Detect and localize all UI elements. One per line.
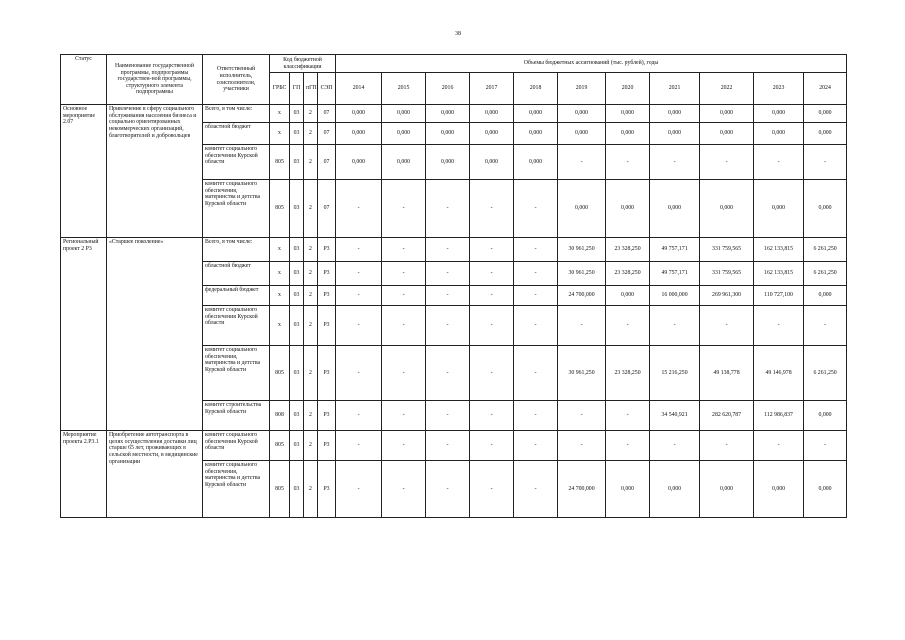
code-cell: Р3 <box>318 346 336 401</box>
value-cell: 0,000 <box>606 286 650 306</box>
responsible-cell: Всего, в том числе: <box>203 105 270 123</box>
responsible-cell: комитет социального обеспечения, материнства и детства Курской области <box>203 180 270 238</box>
value-cell: 0,000 <box>700 180 754 238</box>
value-cell: - <box>514 262 558 286</box>
code-cell: х <box>270 306 290 346</box>
code-cell: 2 <box>304 286 318 306</box>
value-cell: - <box>336 461 382 518</box>
value-cell: 6 261,250 <box>804 346 847 401</box>
value-cell: 0,000 <box>336 145 382 180</box>
value-cell: - <box>336 238 382 262</box>
code-cell: х <box>270 262 290 286</box>
responsible-cell: областной бюджет <box>203 123 270 145</box>
code-cell: 03 <box>290 306 304 346</box>
value-cell: - <box>382 346 426 401</box>
value-cell: - <box>470 262 514 286</box>
status-cell: Региональный проект 2 Р3 <box>61 238 107 431</box>
header-codes: Код бюджетной классификации <box>270 55 336 73</box>
code-cell: Р3 <box>318 461 336 518</box>
responsible-cell: комитет социального обеспечения, материнства и детства Курской области <box>203 461 270 518</box>
value-cell: 0,000 <box>754 461 804 518</box>
value-cell: - <box>558 306 606 346</box>
status-cell: Мероприятие проекта 2.Р3.1 <box>61 431 107 518</box>
code-cell: 805 <box>270 461 290 518</box>
header-status: Статус <box>61 55 107 105</box>
value-cell: 0,000 <box>606 105 650 123</box>
value-cell: - <box>514 401 558 431</box>
code-cell: 2 <box>304 145 318 180</box>
value-cell: - <box>700 145 754 180</box>
value-cell: 23 328,250 <box>606 262 650 286</box>
value-cell: 0,000 <box>804 401 847 431</box>
value-cell: 16 000,000 <box>650 286 700 306</box>
value-cell: 30 961,250 <box>558 346 606 401</box>
value-cell: 23 328,250 <box>606 346 650 401</box>
value-cell: 0,000 <box>650 123 700 145</box>
name-cell: Привлечение в сферу социального обслуживания населения бизнеса и социально ориентированных некоммерческих организаций, благотворителей и добровольцев <box>107 105 203 238</box>
code-cell: 2 <box>304 262 318 286</box>
value-cell: 331 759,565 <box>700 262 754 286</box>
value-cell: 0,000 <box>606 180 650 238</box>
value-cell: 0,000 <box>804 123 847 145</box>
value-cell: 0,000 <box>700 105 754 123</box>
value-cell: - <box>426 401 470 431</box>
responsible-cell: комитет строительства Курской области <box>203 401 270 431</box>
value-cell: - <box>426 262 470 286</box>
value-cell: - <box>606 145 650 180</box>
responsible-cell: комитет социального обеспечения Курской области <box>203 306 270 346</box>
value-cell: 0,000 <box>470 123 514 145</box>
code-cell: 805 <box>270 145 290 180</box>
value-cell: 30 961,250 <box>558 262 606 286</box>
value-cell: 0,000 <box>514 145 558 180</box>
value-cell: - <box>382 461 426 518</box>
value-cell: - <box>606 401 650 431</box>
value-cell: - <box>606 306 650 346</box>
header-code: ГРБС <box>270 73 290 105</box>
responsible-cell: комитет социального обеспечения, материнства и детства Курской области <box>203 346 270 401</box>
value-cell: - <box>336 286 382 306</box>
value-cell: - <box>382 262 426 286</box>
value-cell: 6 261,250 <box>804 238 847 262</box>
value-cell: 15 216,250 <box>650 346 700 401</box>
value-cell: - <box>804 145 847 180</box>
header-year: 2019 <box>558 73 606 105</box>
value-cell: - <box>514 180 558 238</box>
value-cell: - <box>754 145 804 180</box>
value-cell: 0,000 <box>426 123 470 145</box>
value-cell: - <box>336 262 382 286</box>
value-cell: 34 540,921 <box>650 401 700 431</box>
header-year: 2024 <box>804 73 847 105</box>
value-cell: - <box>470 431 514 461</box>
responsible-cell: Всего, в том числе: <box>203 238 270 262</box>
header-year: 2017 <box>470 73 514 105</box>
value-cell: - <box>470 286 514 306</box>
value-cell: 0,000 <box>650 180 700 238</box>
value-cell: 0,000 <box>426 145 470 180</box>
header-name: Наименование государственной программы, подпрограммы государствен-ной программы, структурного элемента подпрограммы <box>107 55 203 105</box>
value-cell: - <box>650 431 700 461</box>
value-cell: 23 328,250 <box>606 238 650 262</box>
value-cell: 6 261,250 <box>804 262 847 286</box>
code-cell: 2 <box>304 401 318 431</box>
value-cell: 0,000 <box>754 123 804 145</box>
value-cell: 0,000 <box>470 105 514 123</box>
code-cell: 2 <box>304 105 318 123</box>
value-cell: 0,000 <box>382 123 426 145</box>
code-cell: Р3 <box>318 286 336 306</box>
name-cell: Приобретение автотранспорта в целях осуществления доставки лиц старше 65 лет, проживающих в сельской местности, в медицинские организации <box>107 431 203 518</box>
value-cell: - <box>606 431 650 461</box>
header-year: 2016 <box>426 73 470 105</box>
code-cell: Р3 <box>318 262 336 286</box>
header-year: 2021 <box>650 73 700 105</box>
code-cell: 2 <box>304 180 318 238</box>
value-cell: - <box>426 306 470 346</box>
value-cell: 49 757,171 <box>650 238 700 262</box>
code-cell: 2 <box>304 431 318 461</box>
code-cell: 03 <box>290 431 304 461</box>
value-cell: 162 133,815 <box>754 238 804 262</box>
table-row <box>61 431 847 461</box>
value-cell: 0,000 <box>558 180 606 238</box>
header-responsible: Ответственный исполнитель, соисполнители, участники <box>203 55 270 105</box>
value-cell: 30 961,250 <box>558 238 606 262</box>
value-cell: - <box>754 306 804 346</box>
table-row <box>61 105 847 123</box>
value-cell: 24 700,000 <box>558 286 606 306</box>
value-cell: 0,000 <box>382 145 426 180</box>
value-cell: - <box>382 180 426 238</box>
value-cell: - <box>470 461 514 518</box>
code-cell: 03 <box>290 180 304 238</box>
code-cell: х <box>270 238 290 262</box>
value-cell: - <box>700 306 754 346</box>
value-cell: - <box>470 346 514 401</box>
header-year: 2023 <box>754 73 804 105</box>
value-cell: - <box>426 346 470 401</box>
responsible-cell: комитет социального обеспечения Курской области <box>203 145 270 180</box>
code-cell: 07 <box>318 123 336 145</box>
value-cell: 0,000 <box>700 123 754 145</box>
responsible-cell: областной бюджет <box>203 262 270 286</box>
value-cell: 112 986,837 <box>754 401 804 431</box>
code-cell: Р3 <box>318 306 336 346</box>
code-cell: 07 <box>318 145 336 180</box>
status-cell: Основное мероприятие 2.07 <box>61 105 107 238</box>
value-cell: 0,000 <box>382 105 426 123</box>
value-cell: 269 961,300 <box>700 286 754 306</box>
value-cell: 0,000 <box>336 123 382 145</box>
value-cell: 0,000 <box>650 105 700 123</box>
code-cell: 2 <box>304 123 318 145</box>
value-cell: 331 759,565 <box>700 238 754 262</box>
header-code: пГП <box>304 73 318 105</box>
code-cell: 03 <box>290 262 304 286</box>
table-body <box>61 105 847 518</box>
code-cell: 805 <box>270 180 290 238</box>
value-cell: - <box>558 145 606 180</box>
header-year: 2014 <box>336 73 382 105</box>
value-cell: - <box>470 306 514 346</box>
value-cell: 0,000 <box>606 123 650 145</box>
header-year: 2020 <box>606 73 650 105</box>
value-cell: - <box>514 346 558 401</box>
value-cell: - <box>426 461 470 518</box>
value-cell: 0,000 <box>336 105 382 123</box>
value-cell: 0,000 <box>804 180 847 238</box>
value-cell: - <box>804 431 847 461</box>
header-code: ГП <box>290 73 304 105</box>
value-cell: 0,000 <box>650 461 700 518</box>
value-cell: 0,000 <box>804 461 847 518</box>
value-cell: 0,000 <box>606 461 650 518</box>
table-row <box>61 238 847 262</box>
name-cell: «Старшее поколение» <box>107 238 203 431</box>
value-cell: 0,000 <box>426 105 470 123</box>
value-cell: - <box>514 238 558 262</box>
value-cell: 110 727,100 <box>754 286 804 306</box>
value-cell: 162 133,815 <box>754 262 804 286</box>
value-cell: 0,000 <box>804 105 847 123</box>
value-cell: - <box>650 306 700 346</box>
header-year: 2015 <box>382 73 426 105</box>
code-cell: 07 <box>318 105 336 123</box>
code-cell: 03 <box>290 286 304 306</box>
value-cell: - <box>382 286 426 306</box>
header-volumes: Объемы бюджетных ассигнований (тыс. рублей), годы <box>336 55 847 73</box>
code-cell: 03 <box>290 145 304 180</box>
value-cell: - <box>336 306 382 346</box>
value-cell: 0,000 <box>514 123 558 145</box>
code-cell: 03 <box>290 461 304 518</box>
value-cell: - <box>514 461 558 518</box>
value-cell: 282 620,787 <box>700 401 754 431</box>
value-cell: - <box>558 431 606 461</box>
code-cell: 2 <box>304 306 318 346</box>
value-cell: - <box>336 431 382 461</box>
value-cell: 24 700,000 <box>558 461 606 518</box>
value-cell: 0,000 <box>558 123 606 145</box>
value-cell: - <box>426 286 470 306</box>
value-cell: - <box>514 306 558 346</box>
value-cell: 49 138,778 <box>700 346 754 401</box>
code-cell: 808 <box>270 401 290 431</box>
value-cell: - <box>336 401 382 431</box>
value-cell: - <box>804 306 847 346</box>
value-cell: - <box>426 180 470 238</box>
value-cell: - <box>650 145 700 180</box>
code-cell: 07 <box>318 180 336 238</box>
value-cell: - <box>382 238 426 262</box>
code-cell: 805 <box>270 346 290 401</box>
code-cell: Р3 <box>318 401 336 431</box>
value-cell: 0,000 <box>700 461 754 518</box>
value-cell: - <box>382 401 426 431</box>
code-cell: 2 <box>304 461 318 518</box>
value-cell: - <box>426 238 470 262</box>
code-cell: 2 <box>304 238 318 262</box>
value-cell: - <box>382 431 426 461</box>
code-cell: Р3 <box>318 431 336 461</box>
code-cell: х <box>270 123 290 145</box>
code-cell: х <box>270 286 290 306</box>
value-cell: - <box>700 431 754 461</box>
header-code: СЭП <box>318 73 336 105</box>
responsible-cell: федеральный бюджет <box>203 286 270 306</box>
page-number: 38 <box>455 31 461 37</box>
value-cell: 0,000 <box>804 286 847 306</box>
value-cell: 0,000 <box>514 105 558 123</box>
value-cell: - <box>336 346 382 401</box>
responsible-cell: комитет социального обеспечения Курской области <box>203 431 270 461</box>
code-cell: 805 <box>270 431 290 461</box>
header-year: 2022 <box>700 73 754 105</box>
value-cell: 0,000 <box>754 105 804 123</box>
code-cell: 03 <box>290 401 304 431</box>
value-cell: 49 757,171 <box>650 262 700 286</box>
value-cell: - <box>514 431 558 461</box>
value-cell: - <box>426 431 470 461</box>
value-cell: - <box>754 431 804 461</box>
code-cell: 2 <box>304 346 318 401</box>
value-cell: - <box>382 306 426 346</box>
value-cell: - <box>470 238 514 262</box>
value-cell: 0,000 <box>754 180 804 238</box>
code-cell: х <box>270 105 290 123</box>
value-cell: 49 146,978 <box>754 346 804 401</box>
code-cell: 03 <box>290 123 304 145</box>
code-cell: Р3 <box>318 238 336 262</box>
value-cell: - <box>558 401 606 431</box>
budget-table <box>60 54 847 518</box>
value-cell: - <box>514 286 558 306</box>
value-cell: - <box>470 401 514 431</box>
value-cell: 0,000 <box>558 105 606 123</box>
value-cell: - <box>336 180 382 238</box>
code-cell: 03 <box>290 238 304 262</box>
code-cell: 03 <box>290 105 304 123</box>
value-cell: - <box>470 180 514 238</box>
value-cell: 0,000 <box>470 145 514 180</box>
header-year: 2018 <box>514 73 558 105</box>
code-cell: 03 <box>290 346 304 401</box>
